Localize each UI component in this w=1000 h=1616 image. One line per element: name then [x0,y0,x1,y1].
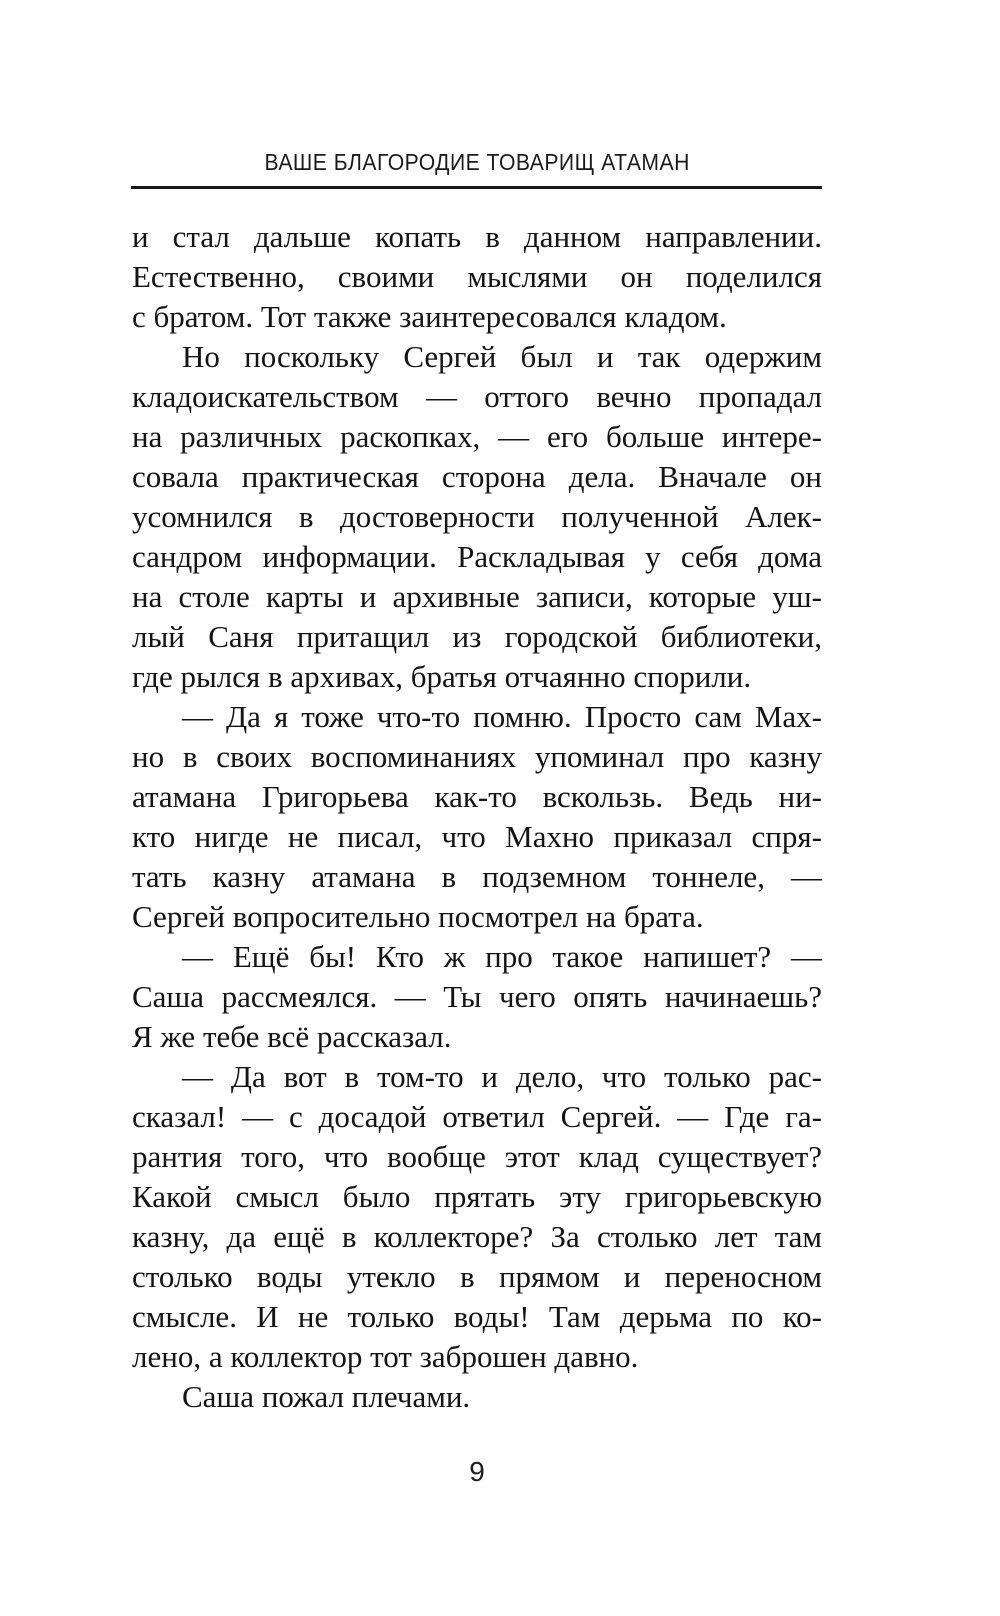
text-line: но в своих воспоминаниях упоминал про казну [132,739,822,774]
text-line: на столе карты и архивные записи, которые уш- [132,579,822,614]
text-line: Я же тебе всё рассказал. [132,1019,452,1054]
text-line: Саша рассмеялся. — Ты чего опять начинаешь? [132,979,822,1014]
page-number: 9 [469,1456,485,1487]
text-line: где рылся в архивах, братья отчаянно спорили. [132,659,752,694]
body-text [132,217,822,1417]
text-line: совала практическая сторона дела. Вначале он [132,459,822,494]
running-header [132,146,822,178]
text-line: атамана Григорьева как-то вскользь. Ведь ни- [132,779,822,814]
text-line: лено, а коллектор тот заброшен давно. [132,1339,639,1374]
text-line: Сергей вопросительно посмотрел на брата. [132,899,704,934]
header-rule [131,186,822,189]
text-line: сандром информации. Раскладывая у себя дома [132,539,822,574]
text-line: смысле. И не только воды! Там дерьма по ко- [132,1299,822,1334]
text-line: кто нигде не писал, что Махно приказал спря- [132,819,822,854]
text-line: Саша пожал плечами. [182,1379,471,1414]
text-line: и стал дальше копать в данном направлении. [132,219,822,254]
text-line: столько воды утекло в прямом и переносном [132,1259,822,1294]
text-line: с братом. Тот также заинтересовался кладом. [132,299,727,334]
text-line: сказал! — с досадой ответил Сергей. — Где га- [132,1099,822,1134]
text-line: на различных раскопках, — его больше интере- [132,419,822,454]
text-line: тать казну атамана в подземном тоннеле, — [132,859,822,894]
text-line: лый Саня притащил из городской библиотеки, [132,619,822,654]
text-line: — Да я тоже что-то помню. Просто сам Мах- [182,699,822,734]
text-line: усомнился в достоверности полученной Алек- [132,499,822,534]
text-line: Естественно, своими мыслями он поделился [132,259,822,294]
text-line: — Да вот в том-то и дело, что только рас- [182,1059,822,1094]
text-line: Какой смысл было прятать эту григорьевскую [132,1179,822,1214]
running-header-title: ВАШЕ БЛАГОРОДИЕ ТОВАРИЩ АТАМАН [264,149,690,175]
text-line: Но поскольку Сергей был и так одержим [182,339,822,374]
text-line: казну, да ещё в коллекторе? За столько лет там [132,1219,822,1254]
text-line: рантия того, что вообще этот клад существует? [132,1139,822,1174]
text-line: кладоискательством — оттого вечно пропадал [132,379,822,414]
text-line: — Ещё бы! Кто ж про такое напишет? — [182,939,822,974]
